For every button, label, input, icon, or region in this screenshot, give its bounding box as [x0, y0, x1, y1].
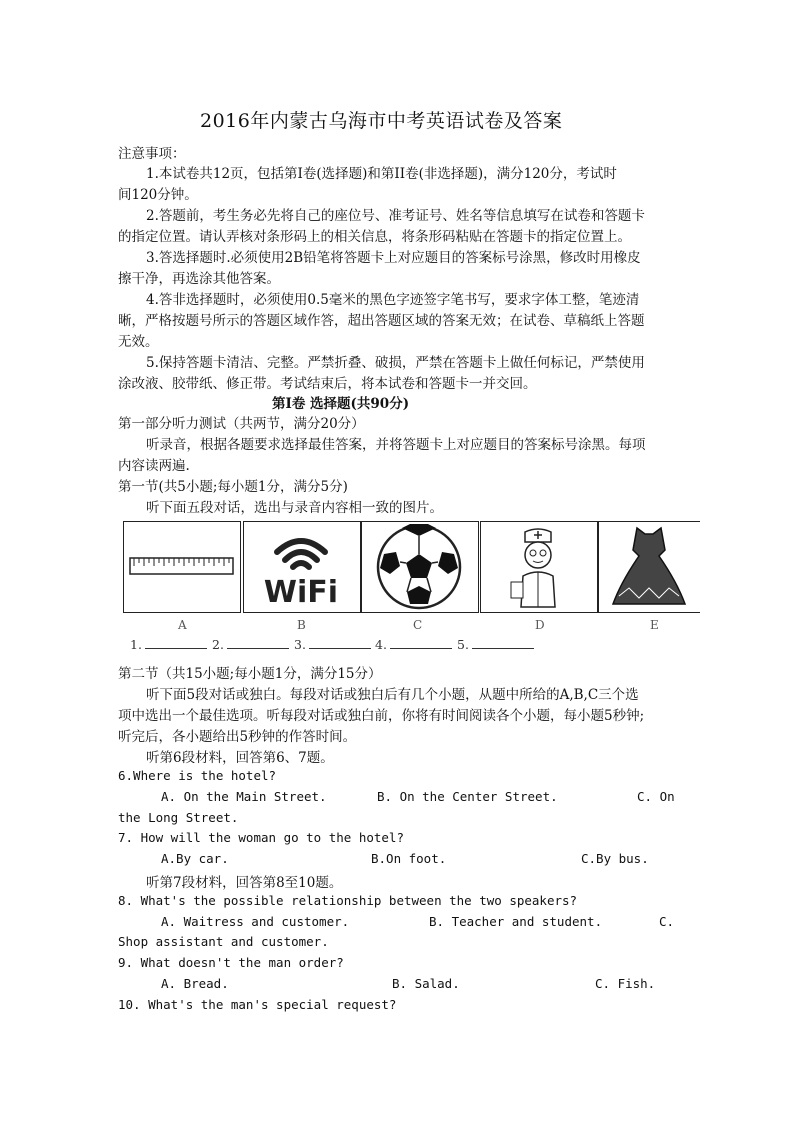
page-title: 2016年内蒙古乌海市中考英语试卷及答案 [200, 110, 563, 132]
part-instruction-2: 内容读两遍. [118, 458, 190, 474]
ruler-icon [124, 522, 239, 611]
picture-c [361, 521, 479, 613]
answer-blank-5-label: 5. [457, 637, 469, 652]
question-6-option-a: A. On the Main Street. [161, 789, 327, 804]
question-7-option-c: C.By bus. [581, 851, 649, 866]
soccer-ball-icon [362, 522, 477, 611]
question-8: 8. What's the possible relationship between the two speakers? [118, 893, 578, 908]
answer-blank-1-label: 1. [130, 637, 142, 652]
picture-e-label: E [650, 618, 659, 632]
notice-4-line-3: 无效。 [118, 334, 159, 350]
notice-heading: 注意事项： [118, 146, 186, 162]
answer-blank-4[interactable] [375, 636, 452, 652]
wifi-text: WiFi [263, 575, 339, 610]
answer-blank-2[interactable] [212, 636, 289, 652]
picture-a-label: A [178, 618, 187, 632]
wifi-icon [244, 522, 359, 611]
question-8-option-a: A. Waitress and customer. [161, 914, 350, 929]
question-6: 6.Where is the hotel? [118, 768, 277, 783]
picture-d [480, 521, 598, 613]
sec2-instruction-1: 听下面5段对话或独白。每段对话或独白后有几个小题，从题中所给的A,B,C三个选 [146, 687, 639, 703]
picture-b [243, 521, 361, 613]
picture-e [598, 521, 700, 613]
question-9-option-a: A. Bread. [161, 976, 229, 991]
notice-3-line-2: 擦干净，再选涂其他答案。 [118, 271, 280, 287]
section-heading: 第Ⅰ卷 选择题(共90分) [272, 396, 410, 412]
question-6-option-c-cont: the Long Street. [118, 810, 239, 825]
sec2-title: 第二节（共15小题;每小题1分，满分15分） [118, 666, 382, 682]
answer-blank-3[interactable] [294, 636, 371, 652]
question-6-option-b: B. On the Center Street. [377, 789, 558, 804]
doctor-icon [481, 522, 596, 611]
picture-d-label: D [535, 618, 545, 632]
question-9: 9. What doesn't the man order? [118, 955, 344, 970]
question-8-option-b: B. Teacher and student. [429, 914, 603, 929]
question-9-option-c: C. Fish. [595, 976, 656, 991]
dress-icon [599, 522, 699, 611]
notice-1-line-2: 间120分钟。 [118, 187, 198, 203]
picture-b-label: B [297, 618, 306, 632]
notice-2-line-1: 2.答题前，考生务必先将自己的座位号、准考证号、姓名等信息填写在试卷和答题卡 [146, 208, 645, 224]
question-8-option-c-cont: Shop assistant and customer. [118, 934, 329, 949]
picture-a [123, 521, 241, 613]
answer-blank-3-label: 3. [294, 637, 306, 652]
sec2-instruction-2: 项中选出一个最佳选项。听每段对话或独白前，你将有时间阅读各个小题，每小题5秒钟; [118, 708, 645, 724]
notice-3-line-1: 3.答选择题时.必须使用2B铅笔将答题卡上对应题目的答案标号涂黑，修改时用橡皮 [146, 250, 641, 266]
question-7-option-b: B.On foot. [371, 851, 447, 866]
question-6-option-c: C. On [637, 789, 675, 804]
sec1-instruction: 听下面五段对话，选出与录音内容相一致的图片。 [146, 500, 443, 516]
sec1-title: 第一节(共5小题;每小题1分，满分5分) [118, 479, 348, 495]
part-instruction-1: 听录音，根据各题要求选择最佳答案，并将答题卡上对应题目的答案标号涂黑。每项 [146, 437, 646, 453]
question-7-option-a: A.By car. [161, 851, 229, 866]
notice-5-line-2: 涂改液、胶带纸、修正带。考试结束后，将本试卷和答题卡一并交回。 [118, 376, 537, 392]
notice-1-line-1: 1.本试卷共12页，包括第Ⅰ卷(选择题)和第II卷(非选择题)，满分120分，考试时 [146, 166, 617, 182]
answer-blank-4-label: 4. [375, 637, 387, 652]
material-6-heading: 听第6段材料，回答第6、7题。 [146, 750, 334, 766]
answer-blank-5[interactable] [457, 636, 534, 652]
notice-4-line-2: 晰，严格按题号所示的答题区域作答，超出答题区域的答案无效；在试卷、草稿纸上答题 [118, 313, 645, 329]
answer-blank-2-label: 2. [212, 637, 224, 652]
material-7-heading: 听第7段材料，回答第8至10题。 [146, 875, 343, 891]
part-heading: 第一部分听力测试（共两节，满分20分） [118, 416, 365, 432]
question-10: 10. What's the man's special request? [118, 997, 397, 1012]
notice-2-line-2: 的指定位置。请认弄核对条形码上的相关信息，将条形码粘贴在答题卡的指定位置上。 [118, 229, 631, 245]
notice-5-line-1: 5.保持答题卡清洁、完整。严禁折叠、破损，严禁在答题卡上做任何标记，严禁使用 [146, 355, 645, 371]
picture-c-label: C [413, 618, 423, 632]
question-7: 7. How will the woman go to the hotel? [118, 830, 404, 845]
sec2-instruction-3: 听完后，各小题给出5秒钟的作答时间。 [118, 729, 357, 745]
question-8-option-c: C. [659, 914, 675, 929]
question-9-option-b: B. Salad. [392, 976, 460, 991]
notice-4-line-1: 4.答非选择题时，必须使用0.5毫米的黑色字迹签字笔书写，要求字体工整，笔迹清 [146, 292, 640, 308]
answer-blank-1[interactable] [130, 636, 207, 652]
